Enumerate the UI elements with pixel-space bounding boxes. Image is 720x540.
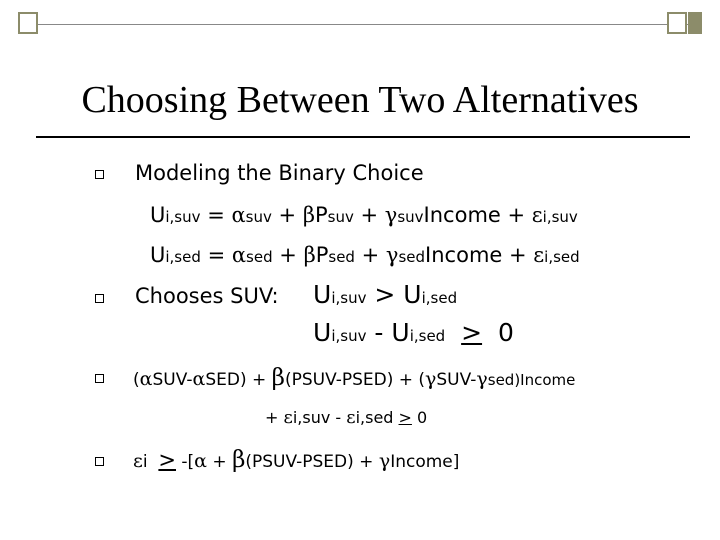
ge-symbol: > bbox=[461, 318, 483, 347]
decorative-square-right-1 bbox=[667, 12, 687, 34]
eq-term: (PSUV-PSED) + bbox=[245, 452, 379, 472]
bullet-icon bbox=[95, 170, 104, 179]
alpha-symbol: α bbox=[192, 368, 206, 390]
eq-term: Income] bbox=[390, 452, 460, 472]
eq-symbol: P bbox=[314, 203, 328, 227]
eq-term: i,suv - bbox=[292, 408, 347, 427]
eq-operator: + bbox=[271, 203, 303, 227]
eq-subscript: i,sed bbox=[409, 327, 446, 345]
epsilon-condition bbox=[133, 447, 459, 473]
eq-subscript: suv bbox=[397, 208, 424, 226]
epsilon-symbol: ε bbox=[533, 243, 545, 267]
eq-subscript: i,sed bbox=[544, 248, 580, 266]
eq-subscript: i,sed bbox=[421, 289, 458, 307]
epsilon-symbol: ε bbox=[133, 450, 143, 472]
beta-symbol: β bbox=[303, 243, 316, 267]
beta-symbol: β bbox=[232, 447, 246, 473]
beta-symbol: β bbox=[271, 365, 285, 391]
eq-subscript: i bbox=[142, 452, 153, 472]
eq-subscript: suv bbox=[327, 208, 354, 226]
bullet-icon bbox=[95, 294, 104, 303]
gamma-symbol: γ bbox=[378, 450, 391, 472]
gamma-symbol: γ bbox=[385, 243, 399, 267]
eq-operator: + bbox=[207, 452, 233, 472]
eq-subscript: i,suv bbox=[542, 208, 578, 226]
eq-operator: = bbox=[200, 243, 232, 267]
eq-term: Income + bbox=[425, 243, 534, 267]
eq-symbol: U bbox=[150, 243, 166, 267]
bullet-icon bbox=[95, 457, 104, 466]
gamma-symbol: γ bbox=[425, 368, 437, 390]
eq-term: SED) + bbox=[205, 370, 272, 390]
eq-operator: + bbox=[354, 243, 386, 267]
eq-symbol: U bbox=[403, 280, 422, 309]
alpha-symbol: α bbox=[231, 243, 247, 267]
eq-term: i,sed bbox=[355, 408, 399, 427]
eq-operator: > bbox=[366, 280, 404, 309]
equation-utility-suv bbox=[150, 203, 578, 227]
decorative-line bbox=[18, 24, 700, 25]
beta-symbol: β bbox=[302, 203, 315, 227]
eq-operator: + bbox=[272, 243, 304, 267]
ge-symbol: > bbox=[398, 408, 412, 427]
title-rule bbox=[36, 136, 690, 138]
eq-term: SUV- bbox=[436, 370, 477, 390]
eq-symbol: P bbox=[315, 243, 329, 267]
gamma-symbol: γ bbox=[384, 203, 398, 227]
eq-operator: + bbox=[265, 408, 284, 427]
decorative-square-right-2 bbox=[688, 12, 702, 34]
alpha-symbol: α bbox=[231, 203, 246, 227]
eq-paren: ( bbox=[133, 370, 140, 390]
alpha-symbol: α bbox=[194, 450, 208, 472]
bullet-text: Modeling the Binary Choice bbox=[135, 161, 424, 185]
eq-subscript: sed bbox=[328, 248, 355, 266]
eq-subscript: i,suv bbox=[331, 289, 367, 307]
eq-subscript: i,suv bbox=[165, 208, 201, 226]
eq-symbol: U bbox=[313, 318, 332, 347]
eq-term: sed)Income bbox=[487, 371, 576, 389]
bullet-icon bbox=[95, 374, 104, 383]
eq-subscript: i,suv bbox=[331, 327, 367, 345]
eq-term: (PSUV-PSED) + ( bbox=[284, 370, 426, 390]
eq-value: 0 bbox=[497, 318, 514, 347]
eq-value: 0 bbox=[411, 408, 428, 427]
eq-subscript: sed bbox=[246, 248, 273, 266]
eq-operator: -[ bbox=[176, 452, 195, 472]
alpha-symbol: α bbox=[139, 368, 153, 390]
decorative-top-bar bbox=[18, 12, 700, 38]
bullet-text: Chooses SUV: bbox=[135, 284, 279, 308]
eq-subscript: suv bbox=[245, 208, 272, 226]
eq-term: Income + bbox=[423, 203, 532, 227]
epsilon-symbol: ε bbox=[283, 407, 293, 428]
epsilon-symbol: ε bbox=[346, 407, 356, 428]
epsilon-symbol: ε bbox=[531, 203, 543, 227]
equation-utility-sed bbox=[150, 243, 580, 267]
eq-symbol: U bbox=[150, 203, 166, 227]
eq-operator: - bbox=[366, 318, 392, 347]
ge-symbol: > bbox=[158, 448, 176, 472]
eq-subscript: i,sed bbox=[165, 248, 201, 266]
eq-term: SUV- bbox=[152, 370, 193, 390]
page-title: Choosing Between Two Alternatives bbox=[81, 79, 639, 121]
gamma-symbol: γ bbox=[476, 368, 488, 390]
choice-condition bbox=[313, 280, 457, 309]
eq-symbol: U bbox=[313, 280, 332, 309]
eq-subscript: sed bbox=[398, 248, 426, 266]
eq-operator: + bbox=[353, 203, 385, 227]
decorative-square-left bbox=[18, 12, 38, 34]
error-term-condition bbox=[265, 407, 427, 428]
expanded-condition bbox=[133, 365, 575, 391]
eq-symbol: U bbox=[391, 318, 410, 347]
eq-operator: = bbox=[200, 203, 232, 227]
utility-difference bbox=[313, 318, 514, 347]
